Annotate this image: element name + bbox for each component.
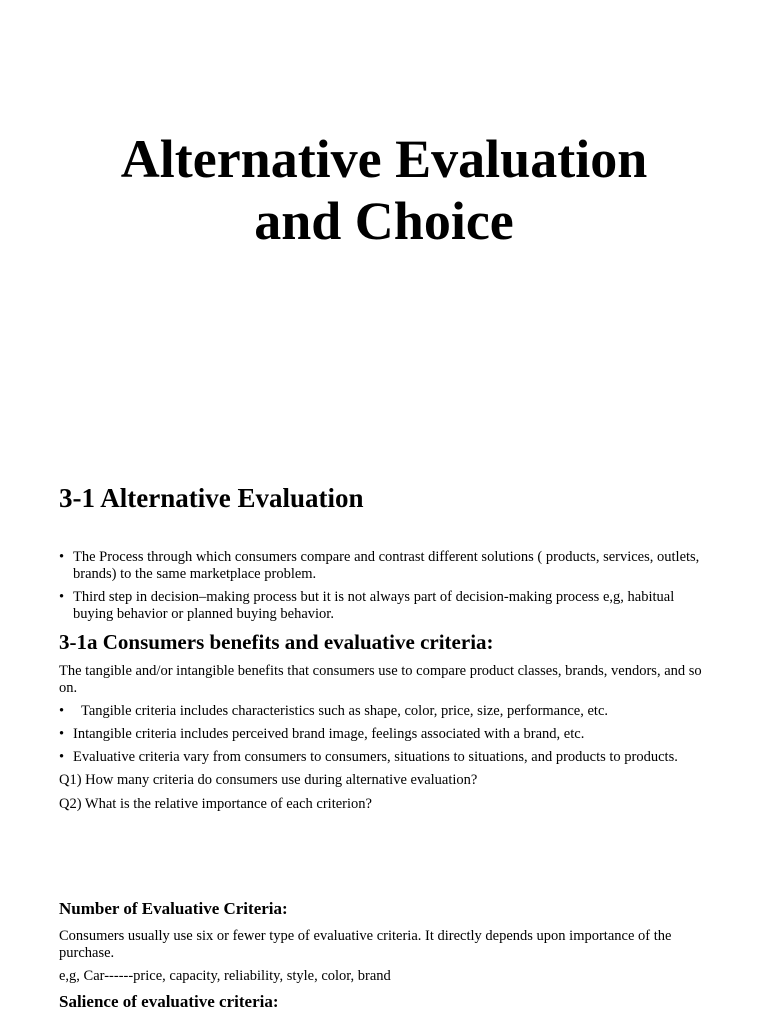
section-content [59,549,709,1021]
title-line-2: and Choice [254,191,514,251]
list-item: • Third step in decision–making process but it is not always part of decision-making process e,g, habitual buying behavior or planned buying behavior. [59,589,709,623]
intro-paragraph: The tangible and/or intangible benefits that consumers use to compare product classes, brands, vendors, and so on. [59,663,702,696]
title-line-1: Alternative Evaluation [120,129,648,189]
list-item: • Intangible criteria includes perceived brand image, feelings associated with a brand, etc. [59,726,709,743]
subsection-heading: 3-1a Consumers benefits and evaluative criteria: [59,630,494,654]
number-criteria-paragraph: Consumers usually use six or fewer type of evaluative criteria. It directly depends upon importance of the purchase. [59,928,672,961]
list-item: • Evaluative criteria vary from consumers to consumers, situations to situations, and products to products. [59,749,709,766]
question-2: Q2) What is the relative importance of each criterion? [59,796,372,812]
question-1: Q1) How many criteria do consumers use during alternative evaluation? [59,772,478,788]
salience-heading: Salience of evaluative criteria: [59,992,279,1011]
definition-list [59,549,709,623]
page-title [0,128,768,252]
list-item: • Tangible criteria includes characteristics such as shape, color, price, size, performance, etc. [59,703,709,720]
number-criteria-heading: Number of Evaluative Criteria: [59,899,288,918]
criteria-list [59,703,709,766]
list-item: • The Process through which consumers compare and contrast different solutions ( products, services, outlets, brands) to the same marketplace problem. [59,549,709,583]
spacer [59,820,709,898]
example-line: e,g, Car------price, capacity, reliability, style, color, brand [59,968,391,984]
section-heading: 3-1 Alternative Evaluation [59,483,364,513]
